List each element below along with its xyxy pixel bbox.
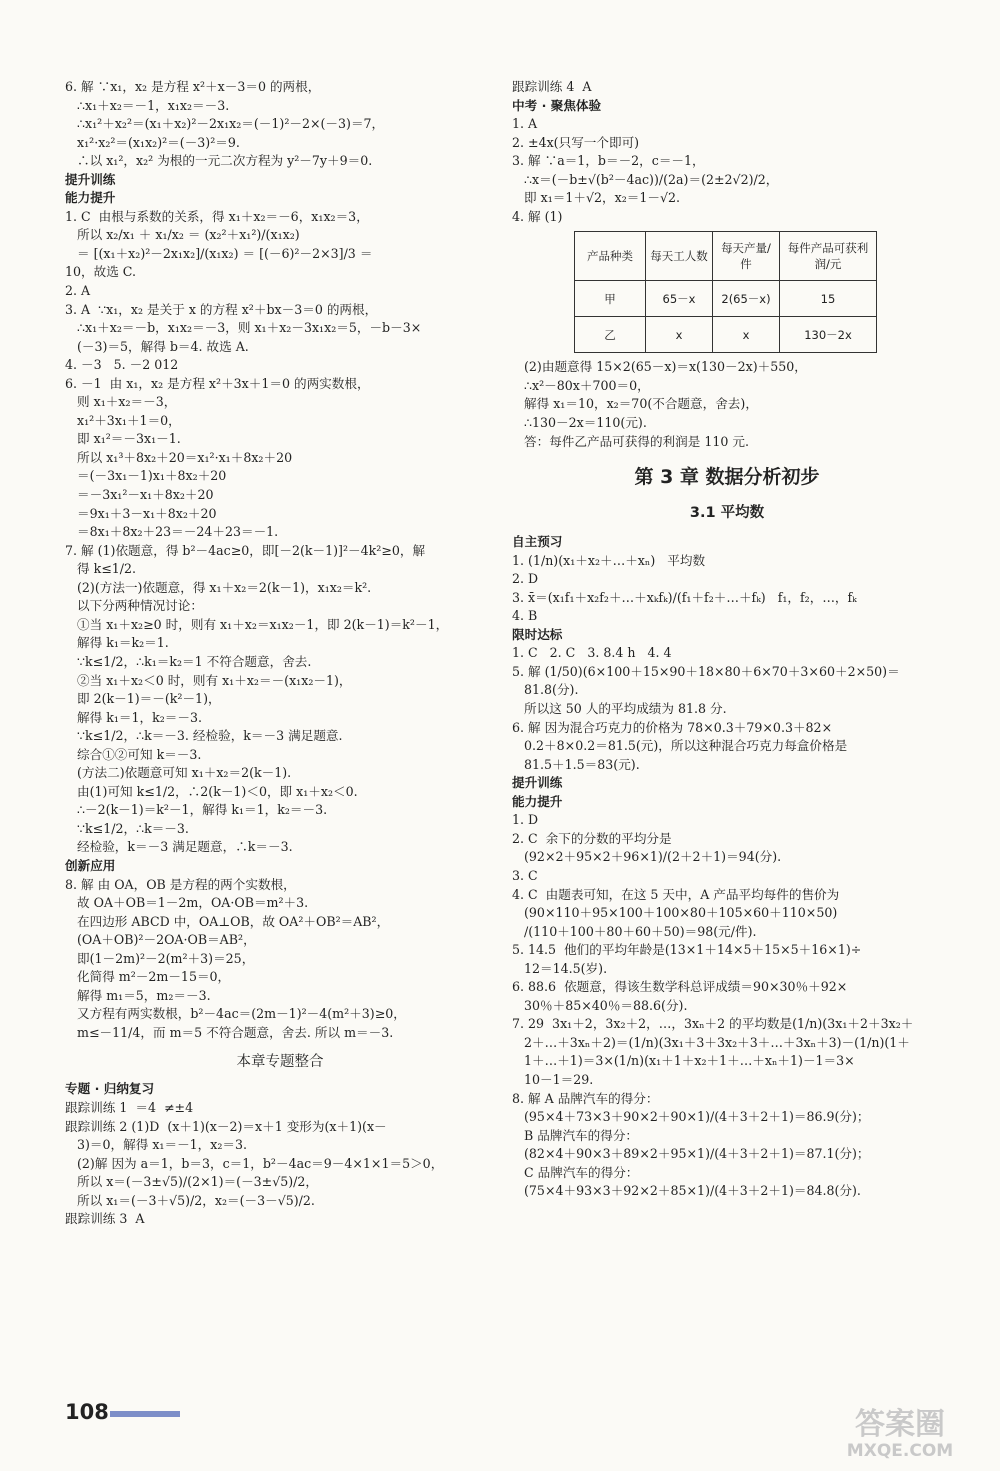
- answer-line: 7. 解 (1)依题意，得 b²－4ac≥0，即[－2(k－1)]²－4k²≥0，解: [65, 542, 426, 558]
- answer-line: 8. 解 A 品牌汽车的得分：: [512, 1090, 659, 1106]
- answer-line: 解得 x₁＝10，x₂＝70(不合题意，舍去)，: [512, 396, 758, 412]
- answer-line: 4. －3 5. －2 012: [65, 357, 179, 373]
- table-cell: 65－x: [646, 281, 713, 317]
- answer-line: 3. 解 ∵a＝1，b＝－2，c＝－1，: [512, 153, 705, 169]
- answer-line: ∵k≤1/2，∴k₁＝k₂＝1 不符合题意，舍去.: [65, 653, 312, 669]
- answer-line: ∴x²－80x＋700＝0，: [512, 377, 650, 393]
- answer-line: B 品牌汽车的得分：: [512, 1127, 639, 1143]
- answer-line: 则 x₁＋x₂＝－3，: [65, 394, 177, 410]
- table-header-cell: 每天工人数: [646, 232, 713, 281]
- watermark-logo: [812, 1402, 987, 1460]
- section-heading: 创新应用: [65, 857, 116, 873]
- table-row: [575, 281, 877, 317]
- answer-line: 10，故选 C.: [65, 264, 136, 280]
- answer-line: ∴－2(k－1)＝k²－1，解得 k₁＝1，k₂＝－3.: [65, 802, 328, 818]
- left-column: [65, 78, 495, 1229]
- table-row: [575, 317, 877, 353]
- answer-line: 2. A: [65, 283, 91, 299]
- section-heading: 能力提升: [512, 793, 563, 809]
- answer-line: 所以 x＝(－3±√5)/(2×1)＝(－3±√5)/2，: [65, 1174, 319, 1190]
- right-answers-part-2: [512, 358, 942, 451]
- answer-line: ＝8x₁＋8x₂＋23＝－24＋23＝－1.: [65, 524, 279, 540]
- answer-line: 经检验，k＝－3 满足题意，∴k＝－3.: [65, 839, 293, 855]
- answer-line: 跟踪训练 4 A: [512, 79, 592, 94]
- answer-line: (90×110＋95×100＋100×80＋105×60＋110×50): [512, 905, 838, 921]
- answer-line: 10－1＝29.: [512, 1071, 594, 1087]
- answer-line: /(110＋100＋80＋60＋50)＝98(元/件).: [512, 923, 757, 939]
- answer-line: 以下分两种情况讨论：: [65, 598, 203, 614]
- answer-line: 1. A: [512, 116, 538, 132]
- answer-line: 所以 x₁＝(－3＋√5)/2，x₂＝(－3－√5)/2.: [65, 1192, 315, 1208]
- answer-line: 跟踪训练 3 A: [65, 1211, 145, 1227]
- answer-line: ∵k≤1/2，∴k＝－3. 经检验，k＝－3 满足题意.: [65, 728, 343, 744]
- answer-line: 即(1－2m)²－2(m²＋3)＝25，: [65, 950, 255, 966]
- answer-line: (92×2＋95×2＋96×1)/(2＋2＋1)＝94(分).: [512, 849, 782, 865]
- answer-line: ∴x＝(－b±√(b²－4ac))/(2a)＝(2±2√2)/2，: [512, 171, 779, 187]
- answer-line: 6. 解 因为混合巧克力的价格为 78×0.3＋79×0.3＋82×: [512, 719, 833, 735]
- table-cell: x: [646, 317, 713, 353]
- answer-line: (95×4＋73×3＋90×2＋90×1)/(4＋3＋2＋1)＝86.9(分)；: [512, 1109, 870, 1125]
- answer-line: ②当 x₁＋x₂＜0 时，则有 x₁＋x₂＝－(x₁x₂－1)，: [65, 672, 352, 688]
- answer-line: 5. 14.5 他们的平均年龄是(13×1＋14×5＋15×5＋16×1)÷: [512, 942, 862, 958]
- answer-line: 6. 解 ∵x₁，x₂ 是方程 x²＋x－3＝0 的两根，: [65, 79, 321, 94]
- answer-line: ∴x₁²＋x₂²＝(x₁＋x₂)²－2x₁x₂＝(－1)²－2×(－3)＝7，: [65, 116, 385, 132]
- answer-line: 30％＋85×40％＝88.6(分).: [512, 997, 688, 1013]
- answer-line: 1. C 2. C 3. 8.4 h 4. 4: [512, 645, 672, 661]
- answer-line: 3)＝0，解得 x₁＝－1，x₂＝3.: [65, 1137, 248, 1153]
- answer-line: 1＋…＋1)＝3×(1/n)(x₁＋1＋x₂＋1＋…＋xₙ＋1)－1＝3×: [512, 1053, 855, 1069]
- answer-line: 2＋…＋3xₙ＋2)＝(1/n)(3x₁＋3＋3x₂＋3＋…＋3xₙ＋3)－(1/n)(1＋: [512, 1034, 910, 1050]
- answer-line: 即 x₁²＝－3x₁－1.: [65, 431, 181, 447]
- answer-line: 解得 k₁＝k₂＝1.: [65, 635, 169, 651]
- answer-line: ∴130－2x＝110(元).: [512, 415, 647, 431]
- table-cell: x: [713, 317, 780, 353]
- answer-line: 2. ±4x(只写一个即可): [512, 134, 640, 150]
- answer-line: (方法二)依题意可知 x₁＋x₂＝2(k－1).: [65, 765, 292, 781]
- left-answers-part-2: [65, 1080, 495, 1228]
- table-cell: 甲: [575, 281, 646, 317]
- answer-line: 3. C: [512, 867, 538, 883]
- answer-line: (2)由题意得 15×2(65－x)＝x(130－2x)＋550，: [512, 359, 807, 375]
- answer-line: 4. B: [512, 608, 538, 624]
- answer-line: 跟踪训练 1 ＝4 ≠±4: [65, 1099, 194, 1115]
- answer-line: (75×4＋93×3＋92×2＋85×1)/(4＋3＋2＋1)＝84.8(分).: [512, 1183, 861, 1199]
- answer-line: 3. A ∵x₁，x₂ 是关于 x 的方程 x²＋bx－3＝0 的两根，: [65, 301, 378, 317]
- answer-line: ＝(－3x₁－1)x₁＋8x₂＋20: [65, 468, 227, 484]
- watermark-bottom-text: MXQE.COM: [846, 1441, 954, 1460]
- section-heading: 限时达标: [512, 626, 563, 642]
- answer-line: 故 OA＋OB＝1－2m，OA·OB＝m²＋3.: [65, 895, 309, 911]
- answer-line: 2. D: [512, 571, 539, 587]
- table-cell: 乙: [575, 317, 646, 353]
- answer-line: 即 x₁＝1＋√2，x₂＝1－√2.: [512, 190, 680, 206]
- section-heading: 自主预习: [512, 534, 563, 550]
- answer-line: 即 2(k－1)＝－(k²－1)，: [65, 691, 221, 707]
- section-heading: 中考 · 聚焦体验: [512, 97, 602, 113]
- answer-line: 81.5＋1.5＝83(元).: [512, 756, 640, 772]
- answer-line: 得 k≤1/2.: [65, 561, 137, 577]
- section-heading: 专题 · 归纳复习: [65, 1081, 155, 1097]
- answer-line: ∴以 x₁²，x₂² 为根的一元二次方程为 y²－7y＋9＝0.: [65, 153, 373, 169]
- answer-line: 所以 x₂/x₁ ＋ x₁/x₂ ＝ (x₂²＋x₁²)/(x₁x₂): [65, 227, 300, 243]
- answer-line: ＝9x₁＋3－x₁＋8x₂＋20: [65, 505, 217, 521]
- answer-line: 所以这 50 人的平均成绩为 81.8 分.: [512, 701, 727, 717]
- answer-line: 又方程有两实数根，b²－4ac＝(2m－1)²－4(m²＋3)≥0，: [65, 1006, 406, 1022]
- answer-line: 0.2＋8×0.2＝81.5(元)，所以这种混合巧克力每盒价格是: [512, 738, 848, 754]
- answer-line: 4. C 由题表可知，在这 5 天中，A 产品平均每件的售价为: [512, 886, 840, 902]
- answer-line: 7. 29 3x₁＋2，3x₂＋2，…，3xₙ＋2 的平均数是(1/n)(3x₁＋2＋3x₂＋: [512, 1016, 914, 1032]
- table-header-cell: 每天产量/件: [713, 232, 780, 281]
- answer-line: ∵k≤1/2，∴k＝－3.: [65, 820, 189, 836]
- answer-line: 4. 解 (1): [512, 208, 563, 224]
- answer-line: 1. C 由根与系数的关系，得 x₁＋x₂＝－6，x₁x₂＝3，: [65, 208, 369, 224]
- section-heading: 提升训练: [512, 775, 563, 791]
- answer-line: (2)(方法一)依题意，得 x₁＋x₂＝2(k－1)，x₁x₂＝k².: [65, 579, 372, 595]
- watermark-top-text: 答案圈: [855, 1407, 945, 1442]
- section-heading: 能力提升: [65, 190, 116, 206]
- answer-line: 解得 k₁＝1，k₂＝－3.: [65, 709, 202, 725]
- answer-line: (－3)＝5，解得 b＝4. 故选 A.: [65, 338, 249, 354]
- answer-line: m≤－11/4，而 m＝5 不符合题意，舍去. 所以 m＝－3.: [65, 1024, 394, 1040]
- table-cell: 2(65－x): [713, 281, 780, 317]
- section-title: 3.1 平均数: [689, 505, 765, 522]
- section-heading: 提升训练: [65, 171, 116, 187]
- answer-line: (OA＋OB)²－2OA·OB＝AB²，: [65, 932, 256, 948]
- answer-line: (2)解 因为 a＝1，b＝3，c＝1，b²－4ac＝9－4×1×1＝5＞0，: [65, 1155, 444, 1171]
- answer-line: ①当 x₁＋x₂≥0 时，则有 x₁＋x₂＝x₁x₂－1，即 2(k－1)＝k²－1，: [65, 616, 449, 632]
- answer-line: 3. x̄＝(x₁f₁＋x₂f₂＋…＋xₖfₖ)/(f₁＋f₂＋…＋fₖ) f₁，f₂，…，fₖ: [512, 589, 857, 605]
- right-column: [512, 78, 942, 1201]
- product-table: [574, 231, 877, 353]
- answer-line: 6. －1 由 x₁，x₂ 是方程 x²＋3x＋1＝0 的两实数根，: [65, 375, 370, 391]
- right-answers-part-3: [512, 533, 942, 1201]
- answer-line: 12＝14.5(岁).: [512, 960, 608, 976]
- answer-line: (82×4＋90×3＋89×2＋95×1)/(4＋3＋2＋1)＝87.1(分)；: [512, 1146, 870, 1162]
- table-cell: 15: [780, 281, 877, 317]
- answer-line: ∴x₁＋x₂＝－1，x₁x₂＝－3.: [65, 97, 230, 113]
- answer-line: 5. 解 (1/50)(6×100＋15×90＋18×80＋6×70＋3×60＋2×50)＝: [512, 663, 900, 679]
- answer-line: 综合①②可知 k＝－3.: [65, 746, 202, 762]
- answer-line: 在四边形 ABCD 中，OA⊥OB，故 OA²＋OB²＝AB²，: [65, 913, 390, 929]
- answer-line: 6. 88.6 依题意，得该生数学科总评成绩＝90×30％＋92×: [512, 979, 848, 995]
- answer-line: 由(1)可知 k≤1/2，∴2(k－1)＜0，即 x₁＋x₂＜0.: [65, 783, 358, 799]
- chapter-title: 第 3 章 数据分析初步: [634, 466, 820, 489]
- answer-line: C 品牌汽车的得分：: [512, 1164, 639, 1180]
- answer-line: 81.8(分).: [512, 682, 579, 698]
- answer-line: ∴x₁＋x₂＝－b，x₁x₂＝－3，则 x₁＋x₂－3x₁x₂＝5，－b－3×: [65, 320, 422, 336]
- answer-line: 所以 x₁³＋8x₂＋20＝x₁²·x₁＋8x₂＋20: [65, 449, 293, 465]
- answer-line: 跟踪训练 2 (1)D (x＋1)(x－2)＝x＋1 变形为(x＋1)(x－: [65, 1118, 387, 1134]
- answer-line: ＝ [(x₁＋x₂)²－2x₁x₂]/(x₁x₂) ＝ [(－6)²－2×3]/3 ＝: [65, 245, 373, 261]
- table-header-cell: 产品种类: [575, 232, 646, 281]
- answer-line: 2. C 余下的分数的平均分是: [512, 830, 672, 846]
- answer-line: ＝－3x₁²－x₁＋8x₂＋20: [65, 487, 214, 503]
- answer-line: 化简得 m²－2m－15＝0，: [65, 969, 231, 985]
- answer-line: 解得 m₁＝5，m₂＝－3.: [65, 987, 211, 1003]
- table-cell: 130－2x: [780, 317, 877, 353]
- answer-line: 8. 解 由 OA，OB 是方程的两个实数根，: [65, 876, 296, 892]
- table-header-row: [575, 232, 877, 281]
- left-answers-part-1: [65, 78, 495, 1042]
- table-header-cell: 每件产品可获利润/元: [780, 232, 877, 281]
- answer-line: x₁²·x₂²＝(x₁x₂)²＝(－3)²＝9.: [65, 134, 240, 150]
- chapter-summary-title: 本章专题整合: [236, 1054, 324, 1071]
- right-answers-part-1: [512, 78, 942, 226]
- page-number: 108: [65, 1400, 109, 1424]
- answer-line: x₁²＋3x₁＋1＝0，: [65, 412, 181, 428]
- answer-line: 1. (1/n)(x₁＋x₂＋…＋xₙ) 平均数: [512, 552, 706, 568]
- page-number-bar: [110, 1411, 180, 1417]
- answer-line: 答：每件乙产品可获得的利润是 110 元.: [512, 433, 749, 449]
- answer-line: 1. D: [512, 812, 539, 828]
